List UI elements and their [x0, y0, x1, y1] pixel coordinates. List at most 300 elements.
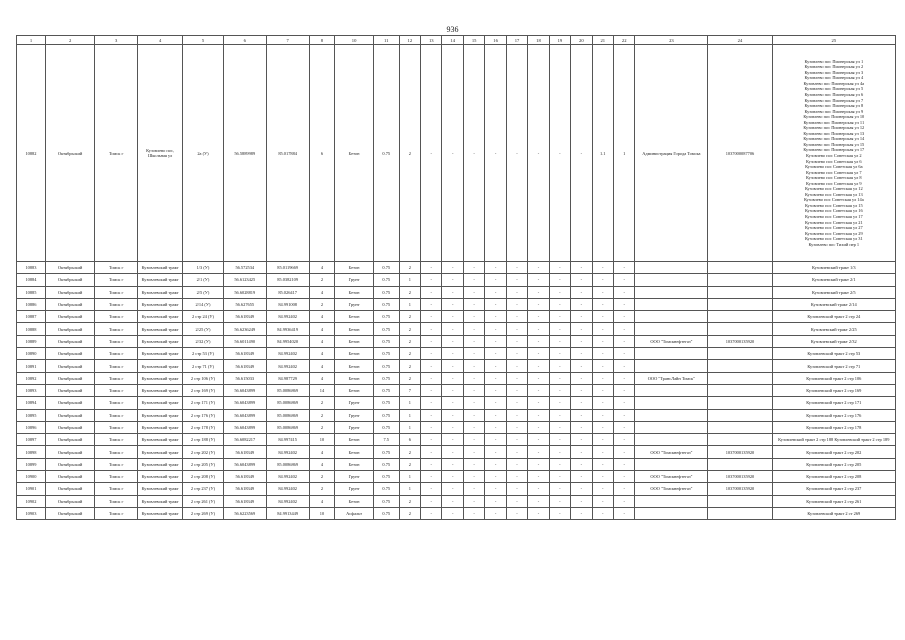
cell-dash: - — [485, 45, 506, 262]
cell-city: Томск г — [95, 384, 138, 396]
address-line: Кузовлево пос Пионерская ул 1 — [804, 58, 864, 64]
cell-dash: - — [528, 335, 549, 347]
cell-count: 10 — [309, 507, 335, 519]
cell-city: Томск г — [95, 507, 138, 519]
cell-district: Октябрьский — [45, 348, 94, 360]
cell-longitude: 84.997415 — [266, 434, 309, 446]
cell-dash: - — [592, 495, 613, 507]
cell-dash: - — [528, 274, 549, 286]
cell-inn — [708, 507, 772, 519]
cell-street: Кузовлевский тракт — [138, 507, 183, 519]
cell-dash: - — [571, 409, 592, 421]
cell-id: 10903 — [17, 507, 46, 519]
cell-dash: - — [485, 335, 506, 347]
cell-dash: - — [485, 262, 506, 274]
cell-owner — [635, 409, 708, 421]
cell-area: 0.75 — [373, 409, 399, 421]
address-line: Кузовлево пос Пионерская ул 8 — [804, 103, 864, 109]
cell-latitude: 56.6082217 — [223, 434, 266, 446]
cell-dash: - — [592, 311, 613, 323]
cell-number: 2 стр 178 (У) — [183, 421, 224, 433]
cell-dash: - — [463, 335, 484, 347]
cell-city: Томск г — [95, 45, 138, 262]
cell-dash: - — [421, 434, 442, 446]
cell-inn — [708, 409, 772, 421]
cell-district: Октябрьский — [45, 434, 94, 446]
cell-number: 2/5 (У) — [183, 286, 224, 298]
table-row — [17, 483, 896, 495]
cell-longitude: 85.0119669 — [266, 262, 309, 274]
cell-area: 0.75 — [373, 262, 399, 274]
cell-city: Томск г — [95, 348, 138, 360]
cell-longitude: 85.0086869 — [266, 384, 309, 396]
cell-inn: 1037000135920 — [708, 335, 772, 347]
cell-dash: - — [463, 397, 484, 409]
cell-dash: - — [549, 45, 570, 262]
column-header: 22 — [613, 36, 634, 45]
cell-address: Кузовлевский тракт 2 стр 53 — [772, 348, 895, 360]
cell-dash: - — [485, 311, 506, 323]
cell-city: Томск г — [95, 483, 138, 495]
cell-address: Кузовлевский тракт 2 стр 169 — [772, 384, 895, 396]
table-row — [17, 409, 896, 421]
cell-dash: - — [506, 274, 527, 286]
cell-address: Кузовлевский тракт 2 стр 208 — [772, 471, 895, 483]
cell-dash: - — [528, 458, 549, 470]
cell-dash: - — [506, 397, 527, 409]
cell-address: Кузовлевский тракт 1/3 — [772, 262, 895, 274]
cell-address: Кузовлевский тракт 2 ст 269 — [772, 507, 895, 519]
cell-latitude: 56.627655 — [223, 298, 266, 310]
cell-dash: - — [571, 495, 592, 507]
cell-dash: - — [592, 458, 613, 470]
cell-area: 0.75 — [373, 311, 399, 323]
cell-address: Кузовлевский тракт 2 стр 202 — [772, 446, 895, 458]
cell-longitude: 84.992402 — [266, 311, 309, 323]
column-header: 4 — [138, 36, 183, 45]
cell-dash: - — [592, 446, 613, 458]
cell-number: 2 стр 176 (У) — [183, 409, 224, 421]
cell-inn — [708, 286, 772, 298]
cell-dash: - — [528, 360, 549, 372]
cell-inn — [708, 372, 772, 384]
cell-count: 2 — [309, 274, 335, 286]
cell-containers: 1 — [399, 274, 420, 286]
table-row — [17, 434, 896, 446]
cell-dash: - — [549, 409, 570, 421]
cell-inn: 1037000135920 — [708, 446, 772, 458]
table-body — [17, 45, 896, 520]
cell-address: Кузовлевский тракт 2/14 — [772, 298, 895, 310]
cell-street: Кузовлевский тракт — [138, 458, 183, 470]
cell-owner — [635, 311, 708, 323]
cell-containers: 2 — [399, 45, 420, 262]
cell-area: 0.75 — [373, 421, 399, 433]
cell-dash: - — [613, 262, 634, 274]
cell-number: 2/32 (У) — [183, 335, 224, 347]
cell-dash: - — [421, 372, 442, 384]
cell-dash: - — [506, 458, 527, 470]
cell-address: Кузовлевский тракт 2 стр 171 — [772, 397, 895, 409]
cell-address-list — [772, 45, 895, 262]
cell-dash: - — [442, 495, 463, 507]
cell-dash: - — [571, 298, 592, 310]
cell-dash: - — [592, 298, 613, 310]
cell-surface: Бетон — [335, 262, 374, 274]
cell-surface: Бетон — [335, 495, 374, 507]
cell-number: 2 стр 53 (У) — [183, 348, 224, 360]
cell-dash: - — [506, 384, 527, 396]
cell-dash: - — [528, 471, 549, 483]
cell-owner — [635, 397, 708, 409]
cell-surface: Бетон — [335, 458, 374, 470]
cell-inn — [708, 434, 772, 446]
cell-id: 10888 — [17, 323, 46, 335]
cell-surface: Бетон — [335, 335, 374, 347]
cell-id: 10889 — [17, 335, 46, 347]
table-row — [17, 446, 896, 458]
cell-dash: - — [528, 298, 549, 310]
address-line: Кузовлево пос Советская ул 13 — [804, 191, 863, 197]
cell-address: Кузовлевский тракт 2 стр 176 — [772, 409, 895, 421]
cell-dash: - — [485, 384, 506, 396]
cell-count: 2 — [309, 397, 335, 409]
cell-dash: - — [485, 471, 506, 483]
cell-surface: Бетон — [335, 372, 374, 384]
column-header: 18 — [528, 36, 549, 45]
cell-dash: - — [421, 298, 442, 310]
cell-owner — [635, 458, 708, 470]
cell-containers: 6 — [399, 434, 420, 446]
cell-street: Кузовлевский тракт — [138, 409, 183, 421]
cell-area: 7.5 — [373, 434, 399, 446]
cell-longitude: 85.0086869 — [266, 409, 309, 421]
cell-dash: - — [463, 384, 484, 396]
cell-count: 4 — [309, 286, 335, 298]
cell-dash: - — [463, 45, 484, 262]
column-header: 21 — [592, 36, 613, 45]
cell-dash: - — [613, 286, 634, 298]
cell-area: 0.75 — [373, 507, 399, 519]
cell-surface: Бетон — [335, 323, 374, 335]
cell-latitude: 56.618349 — [223, 360, 266, 372]
cell-area: 0.75 — [373, 45, 399, 262]
cell-dash: - — [549, 421, 570, 433]
table-row — [17, 298, 896, 310]
column-header: 5 — [183, 36, 224, 45]
cell-dash: - — [463, 495, 484, 507]
cell-dash: - — [421, 458, 442, 470]
cell-city: Томск г — [95, 360, 138, 372]
cell-district: Октябрьский — [45, 471, 94, 483]
cell-dash: - — [613, 471, 634, 483]
cell-dash: - — [528, 409, 549, 421]
cell-surface: Бетон — [335, 446, 374, 458]
address-line: Кузовлево пос Пионерская ул 9 — [804, 108, 864, 114]
cell-dash: - — [549, 323, 570, 335]
address-line: Кузовлево пос Пионерская ул 3 — [804, 69, 864, 75]
cell-dash: - — [528, 262, 549, 274]
cell-address: Кузовлевский тракт 2/5 — [772, 286, 895, 298]
cell-dash: - — [549, 397, 570, 409]
cell-containers: 1 — [399, 298, 420, 310]
cell-count: 4 — [309, 323, 335, 335]
address-line: Кузовлево пос Советская ул 21 — [804, 219, 863, 225]
cell-number: 2а (У) — [183, 45, 224, 262]
cell-dash: - — [592, 507, 613, 519]
cell-dash: - — [571, 397, 592, 409]
cell-owner: ООО "Томскнефтегаз" — [635, 335, 708, 347]
cell-dash: - — [463, 471, 484, 483]
cell-volume: 1.1 — [592, 45, 613, 262]
cell-dash: - — [528, 434, 549, 446]
cell-longitude: 84.992402 — [266, 471, 309, 483]
cell-number: 2/1 (У) — [183, 274, 224, 286]
cell-dash: - — [571, 323, 592, 335]
cell-dash: - — [442, 471, 463, 483]
table-row — [17, 360, 896, 372]
cell-dash: - — [506, 45, 527, 262]
cell-number: 2/14 (У) — [183, 298, 224, 310]
cell-city: Томск г — [95, 421, 138, 433]
table-row — [17, 335, 896, 347]
cell-dash: - — [549, 483, 570, 495]
cell-latitude: 56.618349 — [223, 471, 266, 483]
cell-dash: - — [528, 421, 549, 433]
cell-id: 10895 — [17, 409, 46, 421]
cell-number: 2 стр 71 (У) — [183, 360, 224, 372]
cell-dash: - — [442, 298, 463, 310]
cell-count: 10 — [309, 434, 335, 446]
cell-surface: Грунт — [335, 409, 374, 421]
cell-dash: - — [463, 323, 484, 335]
column-header: 25 — [772, 36, 895, 45]
cell-dash: - — [421, 421, 442, 433]
cell-dash: - — [528, 348, 549, 360]
cell-address: Кузовлевский тракт 2/32 — [772, 335, 895, 347]
cell-dash: - — [592, 286, 613, 298]
cell-dash: - — [442, 262, 463, 274]
cell-district: Октябрьский — [45, 446, 94, 458]
cell-address: Кузовлевский тракт 2 стр 237 — [772, 483, 895, 495]
cell-dash: - — [506, 409, 527, 421]
address-line: Кузовлево пос Советская ул 16 — [804, 208, 863, 214]
cell-dash: - — [463, 286, 484, 298]
cell-dash: - — [485, 495, 506, 507]
cell-city: Томск г — [95, 397, 138, 409]
address-line: Кузовлево пос Пионерская ул 14 — [803, 136, 865, 142]
cell-street: Кузовлевский тракт — [138, 434, 183, 446]
table-row — [17, 348, 896, 360]
cell-dash: - — [421, 262, 442, 274]
cell-dash: - — [571, 311, 592, 323]
cell-address: Кузовлевский тракт 2/1 — [772, 274, 895, 286]
cell-containers: 2 — [399, 348, 420, 360]
cell-dash: - — [506, 483, 527, 495]
cell-dash: - — [549, 360, 570, 372]
cell-city: Томск г — [95, 298, 138, 310]
cell-address: Кузовлевский тракт 2 стр 205 — [772, 458, 895, 470]
cell-area: 0.75 — [373, 298, 399, 310]
cell-dash: - — [592, 348, 613, 360]
cell-district: Октябрьский — [45, 483, 94, 495]
cell-area: 0.75 — [373, 274, 399, 286]
cell-owner — [635, 298, 708, 310]
cell-district: Октябрьский — [45, 262, 94, 274]
cell-owner — [635, 262, 708, 274]
cell-address: Кузовлевский тракт 2 стр 106 — [772, 372, 895, 384]
address-line: Кузовлево пос Пионерская ул 13 — [803, 130, 865, 136]
cell-dash: - — [485, 274, 506, 286]
cell-dash: - — [506, 421, 527, 433]
cell-owner: ООО "ТрансЛайн Томск" — [635, 372, 708, 384]
cell-dash: - — [528, 323, 549, 335]
cell-latitude: 56.6043899 — [223, 384, 266, 396]
cell-dash: - — [506, 471, 527, 483]
cell-surface: Бетон — [335, 384, 374, 396]
cell-dash: - — [571, 471, 592, 483]
address-line: Кузовлево пос Советская ул 14а — [803, 197, 864, 203]
cell-district: Октябрьский — [45, 286, 94, 298]
cell-latitude: 56.618349 — [223, 495, 266, 507]
cell-number: 1/3 (У) — [183, 262, 224, 274]
cell-city: Томск г — [95, 274, 138, 286]
cell-dash: - — [549, 274, 570, 286]
cell-district: Октябрьский — [45, 335, 94, 347]
cell-dash: - — [571, 384, 592, 396]
cell-dash: - — [485, 298, 506, 310]
cell-district: Октябрьский — [45, 495, 94, 507]
table-row — [17, 397, 896, 409]
cell-street: Кузовлевский тракт — [138, 274, 183, 286]
cell-dash: - — [463, 507, 484, 519]
cell-dash: - — [506, 495, 527, 507]
cell-dash: - — [549, 286, 570, 298]
column-header: 16 — [485, 36, 506, 45]
cell-district: Октябрьский — [45, 274, 94, 286]
cell-city: Томск г — [95, 335, 138, 347]
cell-containers: 2 — [399, 262, 420, 274]
cell-dash: - — [571, 360, 592, 372]
table-row — [17, 311, 896, 323]
cell-owner — [635, 323, 708, 335]
cell-latitude: 56.615033 — [223, 372, 266, 384]
cell-id: 10892 — [17, 372, 46, 384]
cell-owner — [635, 286, 708, 298]
cell-count: 2 — [309, 298, 335, 310]
table-row — [17, 45, 896, 262]
cell-latitude: 56.6028819 — [223, 286, 266, 298]
address-line: Кузовлево пос Пионерская ул 2 — [804, 64, 864, 70]
cell-street: Кузовлевский тракт — [138, 286, 183, 298]
cell-dash: - — [421, 360, 442, 372]
cell-longitude: 85.017884 — [266, 45, 309, 262]
column-header: 10 — [335, 36, 374, 45]
column-header: 1 — [17, 36, 46, 45]
cell-dash: - — [421, 471, 442, 483]
cell-dash: - — [613, 335, 634, 347]
address-line: Кузовлево пос Советская ул 2 — [806, 153, 862, 158]
cell-inn — [708, 323, 772, 335]
cell-street: Кузовлевский тракт — [138, 421, 183, 433]
cell-dash: - — [506, 286, 527, 298]
cell-street: Кузовлевский тракт — [138, 311, 183, 323]
cell-dash: - — [485, 507, 506, 519]
cell-longitude: 85.0086869 — [266, 458, 309, 470]
cell-containers: 1 — [399, 397, 420, 409]
cell-dash: - — [485, 397, 506, 409]
cell-dash: - — [592, 409, 613, 421]
cell-surface: Бетон — [335, 286, 374, 298]
address-line: Кузовлево пос Советская ул 15 — [804, 202, 863, 208]
cell-street: Кузовлевский тракт — [138, 360, 183, 372]
cell-dash: - — [463, 360, 484, 372]
cell-dash: - — [506, 335, 527, 347]
cell-dash: - — [549, 434, 570, 446]
cell-id: 10886 — [17, 298, 46, 310]
column-header: 11 — [373, 36, 399, 45]
cell-dash: - — [592, 274, 613, 286]
cell-surface: Грунт — [335, 421, 374, 433]
cell-area: 0.75 — [373, 323, 399, 335]
cell-containers: 2 — [399, 323, 420, 335]
header-row — [17, 36, 896, 45]
cell-city: Томск г — [95, 286, 138, 298]
cell-dash: - — [485, 372, 506, 384]
cell-dash: - — [592, 434, 613, 446]
cell-district: Октябрьский — [45, 45, 94, 262]
cell-inn — [708, 274, 772, 286]
cell-dash: - — [442, 409, 463, 421]
cell-dash: - — [463, 274, 484, 286]
cell-count: 4 — [309, 348, 335, 360]
address-line: Кузовлево пос Советская ул 9 — [806, 180, 862, 186]
cell-dash: - — [463, 298, 484, 310]
table-row — [17, 458, 896, 470]
cell-dash: - — [506, 323, 527, 335]
cell-street: Кузовлевский тракт — [138, 384, 183, 396]
cell-dash: - — [571, 446, 592, 458]
cell-dash: - — [613, 446, 634, 458]
cell-number: 2 стр 24 (У) — [183, 311, 224, 323]
table-row — [17, 372, 896, 384]
cell-dash: - — [613, 384, 634, 396]
cell-containers: 2 — [399, 446, 420, 458]
column-header: 7 — [266, 36, 309, 45]
cell-longitude: 85.0086869 — [266, 421, 309, 433]
cell-dash: - — [549, 507, 570, 519]
cell-dash: - — [442, 323, 463, 335]
cell-area: 0.75 — [373, 335, 399, 347]
cell-count: 4 — [309, 335, 335, 347]
cell-dash: - — [571, 421, 592, 433]
table-row — [17, 471, 896, 483]
cell-street: Кузовлево пос, Школьная ул — [138, 45, 183, 262]
cell-street: Кузовлевский тракт — [138, 323, 183, 335]
cell-dash: - — [592, 360, 613, 372]
cell-dash: - — [442, 311, 463, 323]
address-line: Кузовлево пос Пионерская ул 6 — [804, 91, 864, 97]
cell-surface: Грунт — [335, 274, 374, 286]
cell-dash: - — [613, 323, 634, 335]
cell-surface: Асфальт — [335, 507, 374, 519]
cell-district: Октябрьский — [45, 507, 94, 519]
cell-dash: - — [571, 507, 592, 519]
cell-area: 0.75 — [373, 384, 399, 396]
cell-address: Кузовлевский тракт 2 стр 71 — [772, 360, 895, 372]
cell-inn — [708, 262, 772, 274]
cell-dash: - — [613, 274, 634, 286]
